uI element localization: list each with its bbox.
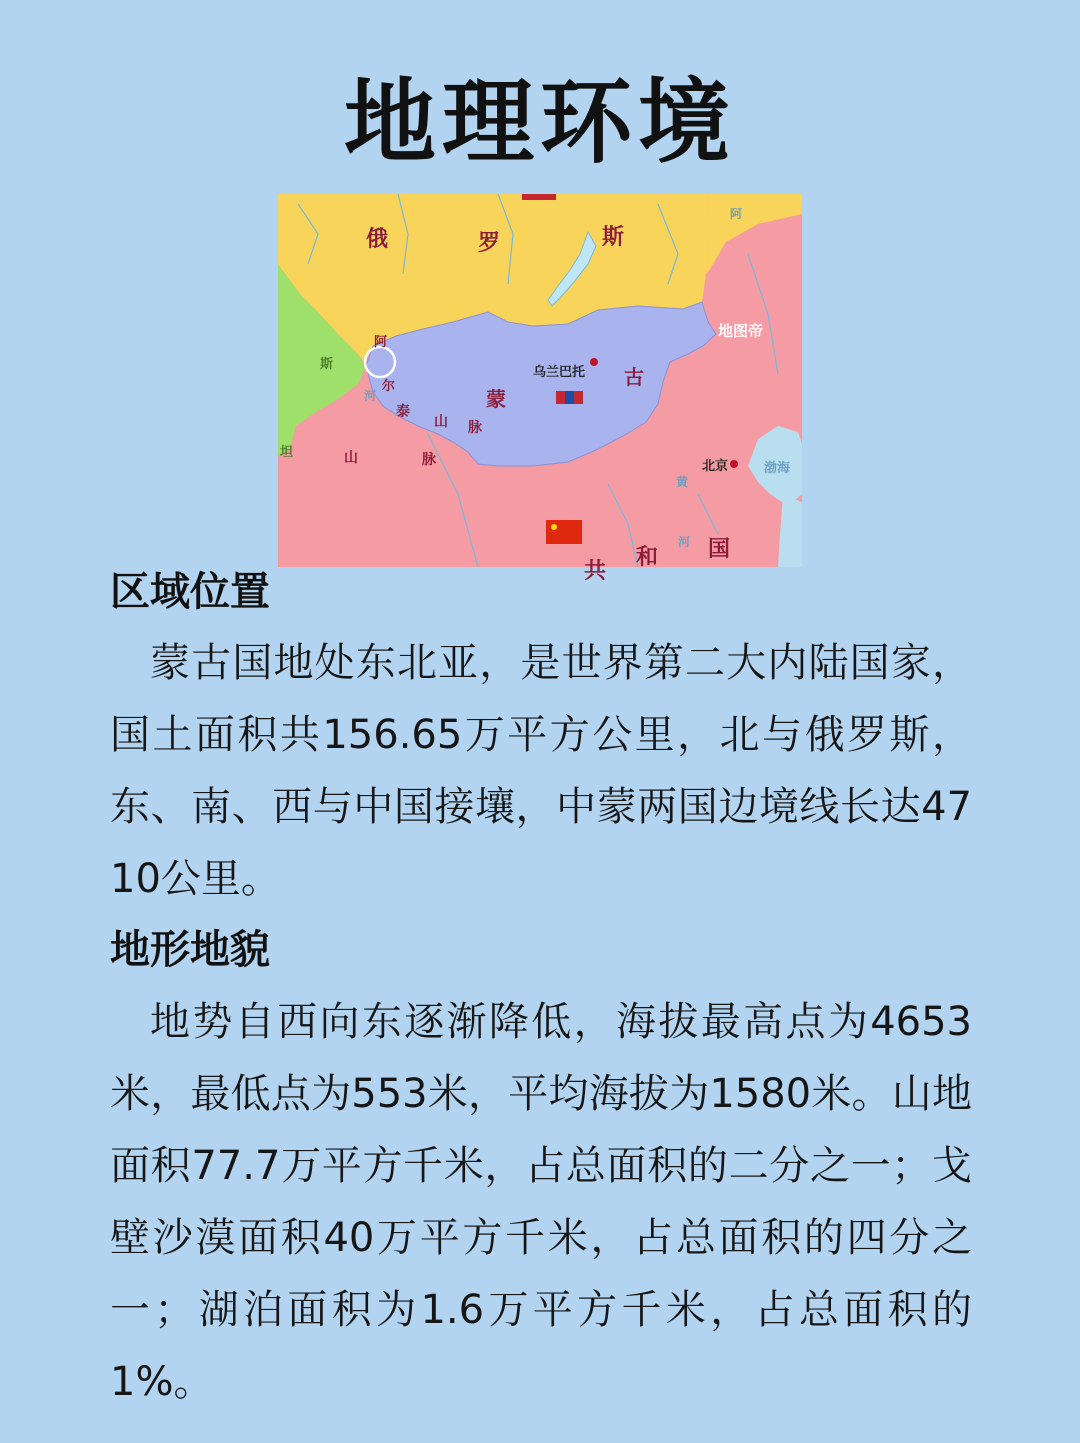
label-river-1: 河 <box>678 535 691 549</box>
label-river-4: 河 <box>364 389 377 403</box>
label-russia-2: 罗 <box>478 231 501 256</box>
page-title: 地理环境 <box>343 69 736 176</box>
label-mongolia-2: 古 <box>624 365 644 389</box>
label-altai-5: 脉 <box>468 420 482 436</box>
section-text-location: 蒙古国地处东北亚，是世界第二大内陆国家，国土面积共156.65万平方公里，北与俄罗斯，东、南、西与中国接壤，中蒙两国边境线长达4710公里。 <box>110 640 972 902</box>
label-altai-1: 阿 <box>374 335 388 350</box>
label-russia-1: 俄 <box>366 227 389 252</box>
label-china-3: 共 <box>584 559 607 584</box>
beijing-dot <box>730 460 738 468</box>
label-russia-3: 斯 <box>602 225 625 250</box>
label-china-1: 和 <box>636 545 659 570</box>
label-mongolia-1: 蒙 <box>486 387 506 411</box>
label-mount-1: 山 <box>344 450 358 466</box>
label-altai-3: 泰 <box>396 404 410 420</box>
ulaanbaatar-dot <box>590 358 598 366</box>
label-beijing: 北京 <box>702 459 729 474</box>
label-kz-1: 斯 <box>320 357 334 372</box>
label-bohai: 渤海 <box>764 461 791 476</box>
label-mount-2: 脉 <box>422 452 436 468</box>
label-kz-2: 坦 <box>280 445 294 460</box>
mongolia-map <box>278 194 802 584</box>
label-altai-2: 尔 <box>382 379 396 394</box>
section-heading-location: 区域位置 <box>110 569 270 615</box>
section-heading-terrain: 地形地貌 <box>110 927 270 973</box>
label-ulaanbaatar: 乌兰巴托 <box>533 365 586 380</box>
label-river-3: 阿 <box>730 207 743 221</box>
label-river-2: 黄 <box>676 475 689 489</box>
mongolia-flag <box>556 391 583 404</box>
china-flag <box>546 520 582 544</box>
russia-flag-fragment <box>522 194 556 200</box>
label-china-2: 国 <box>708 537 731 562</box>
label-watermark: 地图帝 <box>718 322 764 340</box>
label-altai-4: 山 <box>434 414 448 430</box>
section-text-terrain: 地势自西向东逐渐降低，海拔最高点为4653米，最低点为553米，平均海拔为1580米。山地面积77.7万平方千米，占总面积的二分之一；戈壁沙漠面积40万平方千米，占总面积的四分之一；湖泊面积为1.6万平方千米，占总面积的1%。 <box>110 999 972 1405</box>
